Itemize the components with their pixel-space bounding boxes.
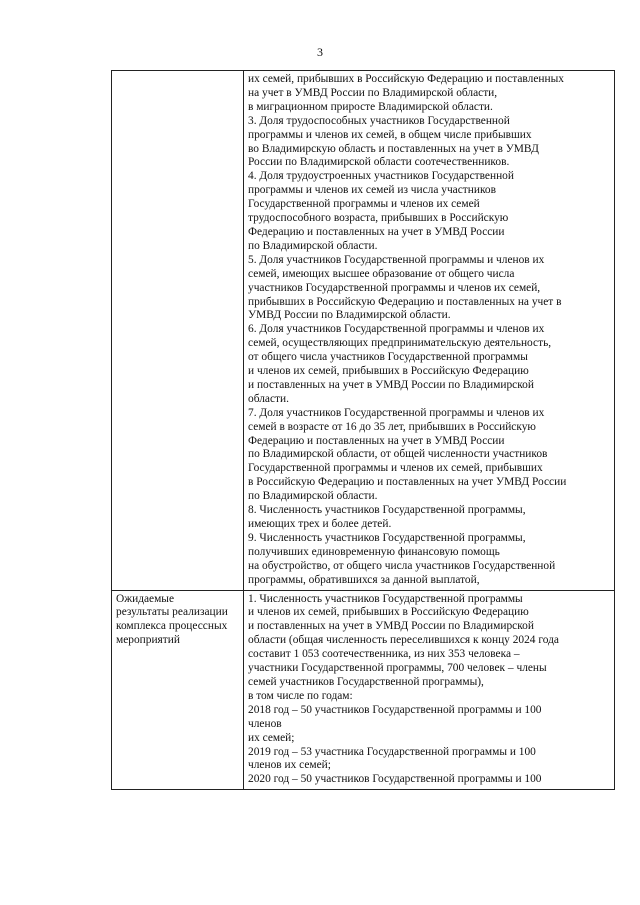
text-line: 1. Численность участников Государственной программы (248, 592, 523, 605)
expected-results-label-cell (112, 590, 244, 790)
text-line: 4. Доля трудоустроенных участников Государственной (248, 170, 514, 183)
text-line: Ожидаемые (116, 592, 175, 605)
text-line: комплекса процессных (116, 620, 228, 633)
text-line: по Владимирской области. (248, 490, 378, 503)
text-line: 5. Доля участников Государственной программы и членов их (248, 253, 545, 266)
text-line: в том числе по годам: (248, 689, 353, 702)
text-line: 3. Доля трудоспособных участников Государственной (248, 114, 510, 127)
text-line: Федерацию и поставленных на учет в УМВД России (248, 225, 505, 238)
text-line: их семей; (248, 731, 295, 744)
text-line: мероприятий (116, 634, 180, 647)
text-line: Государственной программы и членов их семей (248, 198, 480, 211)
expected-results-cell (244, 590, 615, 790)
text-line: области (общая численность переселившихся к концу 2024 года (248, 634, 559, 647)
text-line: УМВД России по Владимирской области. (248, 309, 451, 322)
text-line: членов их семей; (248, 759, 331, 772)
text-line: во Владимирскую область и поставленных на учет в УМВД (248, 142, 539, 155)
text-line: и поставленных на учет в УМВД России по Владимирской (248, 378, 534, 391)
passport-table (111, 70, 615, 790)
text-line: участников Государственной программы и членов их семей, (248, 281, 541, 294)
text-line: Федерацию и поставленных на учет в УМВД России (248, 434, 505, 447)
page-number: 3 (317, 45, 323, 59)
text-line: составит 1 053 соотечественника, из них 353 человека – (248, 648, 520, 661)
text-line: семей участников Государственной программы), (248, 675, 484, 688)
text-line: членов (248, 717, 282, 730)
table-row (112, 71, 615, 591)
text-line: Государственной программы и членов их семей, прибывших (248, 462, 543, 475)
text-line: получивших единовременную финансовую помощь (248, 545, 500, 558)
text-line: 7. Доля участников Государственной программы и членов их (248, 406, 545, 419)
text-line: семей, имеющих высшее образование от общего числа (248, 267, 515, 280)
text-line: по Владимирской области, от общей численности участников (248, 448, 548, 461)
text-line: на обустройство, от общего числа участников Государственной (248, 559, 556, 572)
text-line: России по Владимирской области соотечественников. (248, 156, 510, 169)
text-line: на учет в УМВД России по Владимирской области, (248, 86, 498, 99)
text-line: программы и членов их семей, в общем числе прибывших (248, 128, 532, 141)
text-line: и членов их семей, прибывших в Российскую Федерацию (248, 365, 529, 378)
text-line: области. (248, 392, 289, 405)
text-line: 6. Доля участников Государственной программы и членов их (248, 323, 545, 336)
text-line: и поставленных на учет в УМВД России по Владимирской (248, 620, 534, 633)
text-line: 2019 год – 53 участника Государственной программы и 100 (248, 745, 536, 758)
text-line: 9. Численность участников Государственной программы, (248, 531, 526, 544)
text-line: прибывших в Российскую Федерацию и поставленных на учет в (248, 295, 562, 308)
table-row (112, 590, 615, 790)
text-line: по Владимирской области. (248, 239, 378, 252)
text-line: 2020 год – 50 участников Государственной программы и 100 (248, 773, 542, 786)
text-line: трудоспособного возраста, прибывших в Российскую (248, 212, 509, 225)
text-line: и членов их семей, прибывших в Российскую Федерацию (248, 606, 529, 619)
text-line: их семей, прибывших в Российскую Федерацию и поставленных (248, 73, 564, 85)
text-line: в Российскую Федерацию и поставленных на учет УМВД России (248, 476, 567, 489)
text-line: от общего числа участников Государственной программы (248, 351, 528, 364)
text-line: программы и членов их семей из числа участников (248, 184, 496, 197)
text-line: участники Государственной программы, 700 человек – члены (248, 662, 547, 675)
text-line: 2018 год – 50 участников Государственной программы и 100 (248, 703, 542, 716)
indicators-cell (244, 71, 615, 591)
text-line: семей в возрасте от 16 до 35 лет, прибывших в Российскую (248, 420, 536, 433)
row-label-cell (112, 71, 244, 591)
text-line: программы, обратившихся за данной выплатой, (248, 573, 480, 586)
text-line: в миграционном приросте Владимирской области. (248, 100, 493, 113)
text-line: результаты реализации (116, 606, 228, 619)
text-line: 8. Численность участников Государственной программы, (248, 504, 526, 517)
text-line: имеющих трех и более детей. (248, 518, 392, 530)
text-line: семей, осуществляющих предпринимательскую деятельность, (248, 337, 552, 350)
